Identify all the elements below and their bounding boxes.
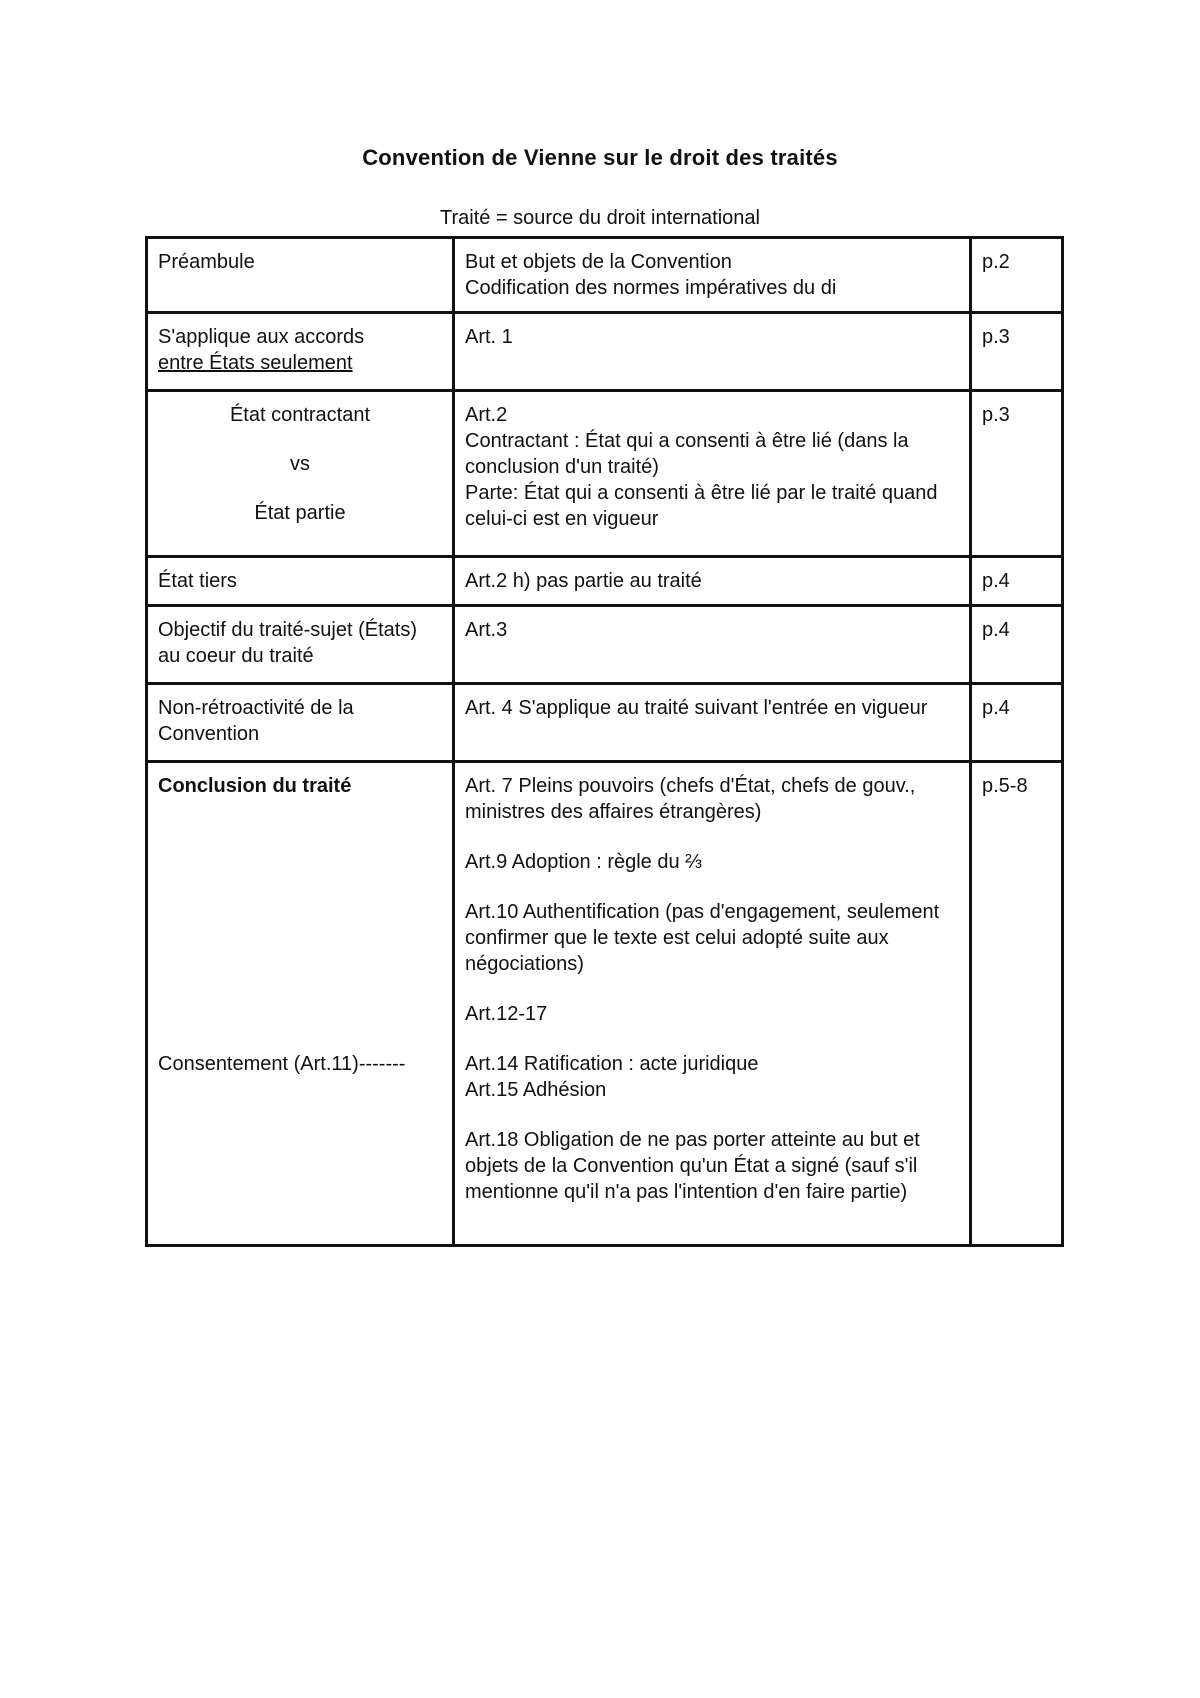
row-page-cell: [971, 762, 1063, 1246]
page-ref: p.2: [982, 251, 1010, 273]
section-heading: Conclusion du traité: [158, 775, 352, 797]
row-articles-cell: [454, 391, 971, 557]
topic-text: vs: [290, 453, 310, 475]
table-row: [147, 762, 1063, 1246]
row-page-cell: [971, 238, 1063, 313]
row-articles-cell: [454, 762, 971, 1246]
topic-text: État tiers: [158, 570, 237, 592]
row-topic-cell: [147, 606, 454, 684]
row-topic-cell: [147, 557, 454, 606]
article-text: Contractant : État qui a consenti à être lié (dans la conclusion d'un traité): [465, 430, 909, 478]
topic-text-underlined: entre États seulement: [158, 352, 353, 374]
row-page-cell: [971, 606, 1063, 684]
table-row: [147, 684, 1063, 762]
row-topic-cell: [147, 391, 454, 557]
article-text: Art.12-17: [465, 1003, 548, 1025]
row-topic-cell: [147, 313, 454, 391]
row-page-cell: [971, 684, 1063, 762]
page-ref: p.4: [982, 570, 1010, 592]
topic-text: S'applique aux accords: [158, 326, 365, 348]
row-articles-cell: [454, 238, 971, 313]
table-row: [147, 313, 1063, 391]
article-text: Art.14 Ratification : acte juridique: [465, 1053, 759, 1075]
row-page-cell: [971, 313, 1063, 391]
page-ref: p.4: [982, 697, 1010, 719]
article-text: Art.9 Adoption : règle du ⅔: [465, 851, 702, 873]
topic-text: Consentement (Art.11)-------: [158, 1053, 406, 1075]
topic-text: Préambule: [158, 251, 255, 273]
table-row: [147, 606, 1063, 684]
page-ref: p.3: [982, 404, 1010, 426]
article-text: Art.2: [465, 404, 508, 426]
article-text: But et objets de la Convention: [465, 251, 732, 273]
topic-text: Objectif du traité-sujet (États) au coeur du traité: [158, 619, 417, 667]
row-topic-cell: [147, 684, 454, 762]
topic-text: État contractant: [229, 404, 371, 426]
row-topic-cell: [147, 238, 454, 313]
article-text: Art.18 Obligation de ne pas porter atteinte au but et objets de la Convention qu'un État a signé (sauf s'il mentionne qu'il n'a pas l'intention d'en faire partie): [465, 1129, 920, 1203]
table-row: [147, 238, 1063, 313]
page-subtitle: Traité = source du droit international: [440, 207, 760, 229]
table-row: [147, 391, 1063, 557]
row-articles-cell: [454, 606, 971, 684]
article-text: Art.10 Authentification (pas d'engagement, seulement confirmer que le texte est celui adopté suite aux négociations): [465, 901, 940, 975]
article-text: Art.3: [465, 619, 508, 641]
row-topic-cell: [147, 762, 454, 1246]
article-text: Art. 1: [465, 326, 513, 348]
page-title: Convention de Vienne sur le droit des traités: [362, 145, 838, 170]
row-page-cell: [971, 391, 1063, 557]
article-text: Art.15 Adhésion: [465, 1079, 607, 1101]
row-articles-cell: [454, 684, 971, 762]
row-page-cell: [971, 557, 1063, 606]
article-text: Art.2 h) pas partie au traité: [465, 570, 702, 592]
topic-text: État partie: [254, 502, 346, 524]
page-ref: p.4: [982, 619, 1010, 641]
page-ref: p.5-8: [982, 775, 1028, 797]
article-text: Art. 4 S'applique au traité suivant l'entrée en vigueur: [465, 697, 928, 719]
row-articles-cell: [454, 557, 971, 606]
article-text: Parte: État qui a consenti à être lié par le traité quand celui-ci est en vigueur: [465, 482, 938, 530]
article-text: Codification des normes impératives du di: [465, 277, 837, 299]
page-ref: p.3: [982, 326, 1010, 348]
table-row: [147, 557, 1063, 606]
summary-table: [145, 236, 1064, 1247]
article-text: Art. 7 Pleins pouvoirs (chefs d'État, chefs de gouv., ministres des affaires étrangères): [465, 775, 916, 823]
row-articles-cell: [454, 313, 971, 391]
topic-text: Non-rétroactivité de la Convention: [158, 697, 354, 745]
